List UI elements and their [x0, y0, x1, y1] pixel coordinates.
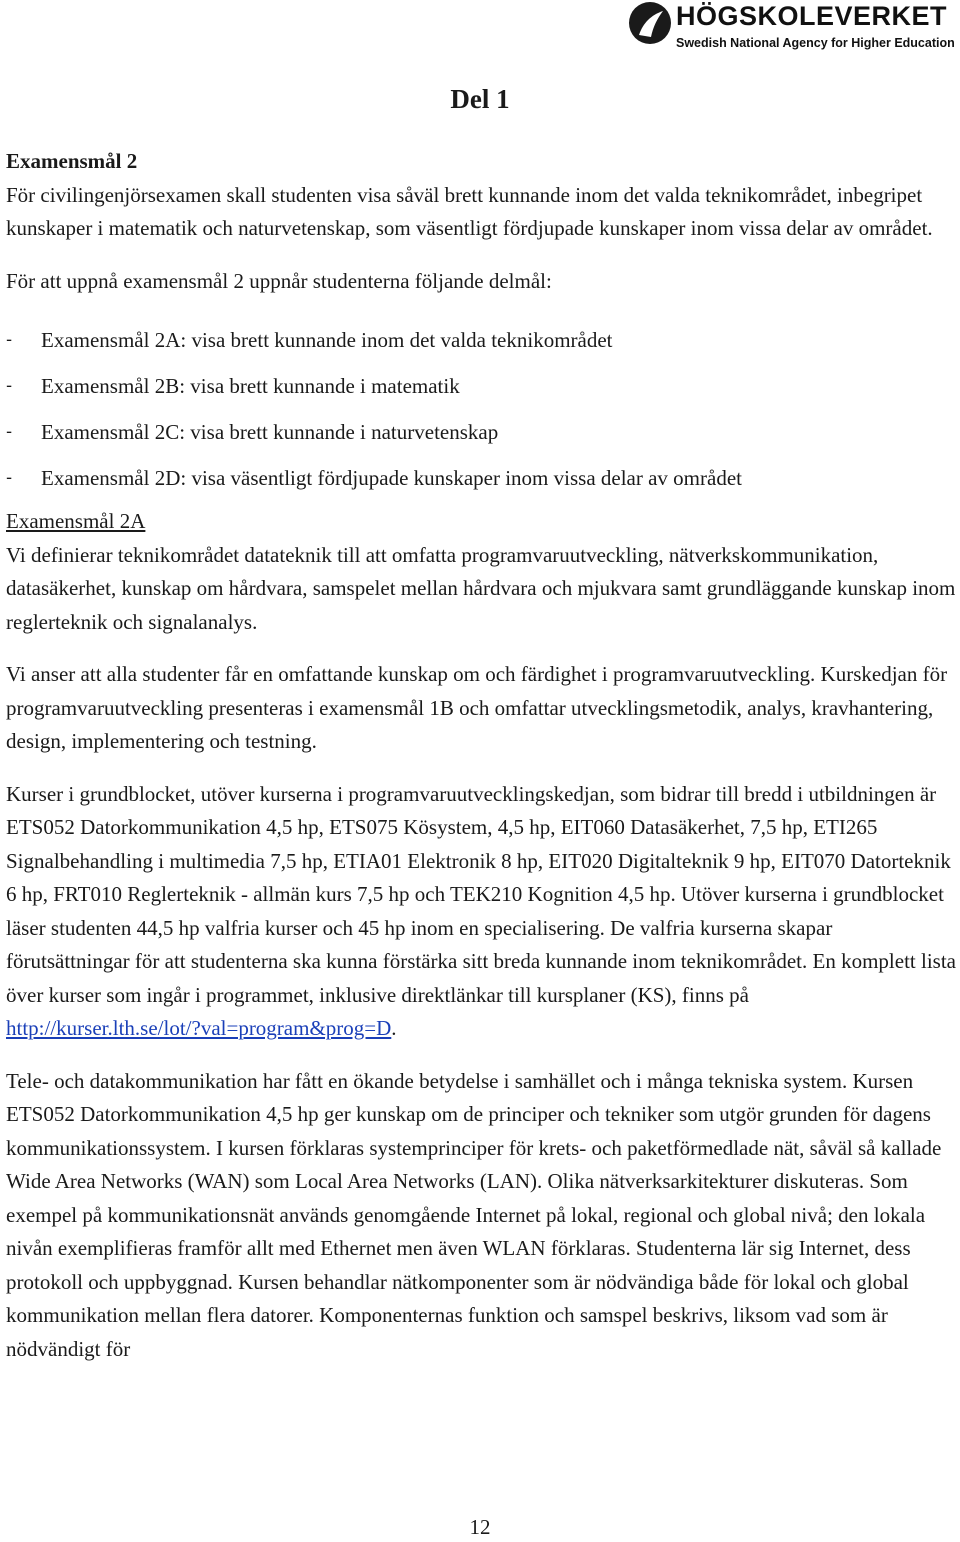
- dash-bullet: -: [6, 468, 13, 488]
- dash-bullet: -: [6, 330, 13, 350]
- paragraph-3-end: .: [391, 1016, 397, 1040]
- list-item: [6, 409, 956, 455]
- dash-bullet: -: [6, 376, 13, 396]
- agency-logo: [630, 0, 960, 56]
- intro-paragraph: För civilingenjörsexamen skall studenten visa såväl brett kunnande inom det valda teknikområdet, inbegripet kunskaper i matematik och naturvetenskap, som väsentligt fördjupade kunskaper inom vissa delar av området.: [6, 182, 933, 240]
- goal-text: Examensmål 2C: visa brett kunnande i naturvetenskap: [41, 420, 499, 444]
- paragraph-2: Vi anser att alla studenter får en omfattande kunskap om och färdighet i programvaruutveckling. Kurskedjan för programvaruutveckling presenteras i examensmål 1B och omfattar utvecklingsmetodik, analys, kravhantering, design, implementering och testning.: [6, 662, 948, 753]
- paragraph-3-text: Kurser i grundblocket, utöver kurserna i programvaruutvecklingskedjan, som bidrar till bredd i utbildningen är ETS052 Datorkommunikation 4,5 hp, ETS075 Kösystem, 4,5 hp, EIT060 Datasäkerhet, 7,5 hp, ETI265 Signalbehandling i multimedia 7,5 hp, ETIA01 Elektronik 8 hp, EIT020 Digitalteknik 9 hp, EIT070 Datorteknik 6 hp, FRT010 Reglerteknik - allmän kurs 7,5 hp och TEK210 Kognition 4,5 hp. Utöver kurserna i grundblocket läser studenten 44,5 hp valfria kurser och 45 hp inom en specialisering. De valfria kurserna skapar förutsättningar för att studenterna ska kunna förstärka sitt breda kunnande inom teknikområdet. En komplett lista över kurser som ingår i programmet, inklusive direktlänkar till kursplaner (KS), finns på: [6, 781, 956, 1007]
- goal-text: Examensmål 2A: visa brett kunnande inom det valda teknikområdet: [41, 328, 613, 352]
- list-item: [6, 455, 956, 501]
- page-number: 12: [469, 1515, 491, 1539]
- paragraph-1: Vi definierar teknikområdet datateknik till att omfatta programvaruutveckling, nätverkskommunikation, datasäkerhet, kunskap om hårdvara, samspelet mellan hårdvara och mjukvara samt grundläggande kunskap inom reglerteknik och signalanalys.: [6, 542, 956, 634]
- page-heading: Del 1: [450, 84, 510, 114]
- goals-list: [6, 317, 956, 501]
- section-title: Examensmål 2: [6, 149, 138, 173]
- list-item: [6, 317, 956, 363]
- document-body: [6, 145, 956, 1366]
- list-item: [6, 363, 956, 409]
- goals-lead: För att uppnå examensmål 2 uppnår studenterna följande delmål:: [6, 268, 552, 293]
- logo-mark-icon: [629, 1, 671, 45]
- goal-text: Examensmål 2B: visa brett kunnande i matematik: [41, 374, 460, 398]
- paragraph-3: [6, 778, 956, 1046]
- paragraph-4: Tele- och datakommunikation har fått en ökande betydelse i samhället och i många tekniska system. Kursen ETS052 Datorkommunikation 4,5 hp ger kunskap om de principer och tekniker som utgör grunden för dagens kommunikationssystem. I kursen förklaras systemprinciper för krets- och paketförmedlade nät, såväl så kallade Wide Area Networks (WAN) som Local Area Networks (LAN). Olika nätverksarkitekturer diskuteras. Som exempel på kommunikationsnät används genomgående Internet på lokal, regional och global nivå; den lokala nivån exemplifieras framför allt med Ethernet men även WLAN förklaras. Studenterna lär sig Internet, dess protokoll och uppbyggnad. Kursen behandlar nätkomponenter som är nödvändiga både för lokal och global kommunikation mellan flera datorer. Komponenternas funktion och samspel beskrivs, liksom vad som är nödvändigt för: [6, 1068, 942, 1361]
- logo-text: [676, 1, 955, 51]
- goal-text: Examensmål 2D: visa väsentligt fördjupade kunskaper inom vissa delar av området: [41, 466, 742, 490]
- logo-subtitle: Swedish National Agency for Higher Education: [676, 36, 955, 50]
- subsection-title-text: Examensmål 2A: [6, 509, 146, 533]
- course-list-link[interactable]: http://kurser.lth.se/lot/?val=program&prog=D: [6, 1016, 392, 1040]
- dash-bullet: -: [6, 422, 13, 442]
- subsection-title: [6, 505, 956, 539]
- logo-name: HÖGSKOLEVERKET: [676, 1, 948, 31]
